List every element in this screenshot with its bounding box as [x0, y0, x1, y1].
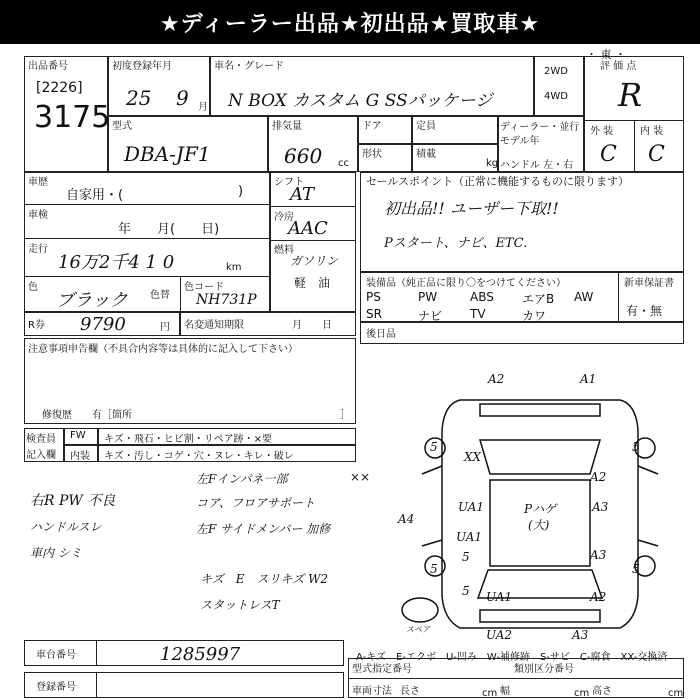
equipment-item: SR [366, 307, 382, 321]
diagram-label-roof-sub: (大) [528, 518, 550, 532]
diagram-legend: A-キズ E-エクボ U-凹み W-補修跡 S-サビ C-腐食 XX-交換済 [356, 652, 668, 663]
equipment-item: PW [418, 290, 438, 304]
diagram-label-a2-top: A2 [488, 372, 505, 386]
diagram-label-spare: スペア [406, 625, 430, 634]
equipment-item: カワ [522, 309, 547, 323]
equipment-item: エアB [522, 292, 555, 306]
equipment-item: AW [574, 290, 594, 304]
recycle-value: 9790 [80, 314, 126, 335]
diagram-label-ua1-b: UA1 [486, 590, 513, 604]
rating-value: R [618, 76, 643, 114]
equipment-item: ナビ [418, 309, 443, 323]
displacement-value: 660 [284, 144, 323, 168]
shaken-value: 年 月( 日) [118, 222, 220, 237]
car-name-label: 車名・グレード [214, 61, 284, 72]
lot-label: 出品番号 [28, 61, 68, 72]
first-reg-label: 初度登録年月 [112, 61, 172, 72]
equipment-item: TV [470, 307, 486, 321]
diagram-label-a1-top: A1 [580, 372, 597, 386]
corner-marks: ・ 東 ・ [586, 48, 626, 61]
diagram-label-ua1-mid: UA1 [456, 530, 483, 544]
shift-value: AT [290, 184, 315, 205]
diagram-label-five-r1: 5 [632, 440, 640, 454]
diagram-label-a3-b: A3 [572, 628, 589, 642]
color-value: ブラック [56, 290, 128, 311]
first-reg-year: 25 [126, 86, 152, 110]
diagram-label-a4: A4 [398, 512, 415, 526]
car-name: N BOX カスタム G SSパッケージ [228, 91, 493, 111]
diagram-label-five-l2: 5 [462, 550, 470, 564]
diagram-label-a2-b: A2 [590, 590, 607, 604]
notes-label: 注意事項申告欄（不具合内容等は具体的に記入して下さい） [28, 344, 298, 355]
usage-value: 自家用・( [66, 188, 124, 203]
banner: ★ディーラー出品★初出品★買取車★ [0, 0, 700, 44]
diagram-label-five-l3: 5 [430, 562, 438, 576]
rating-label: 評 価 点 [600, 61, 637, 72]
color-code: NH731P [196, 292, 257, 308]
fuel-value: ガソリン [290, 254, 339, 268]
equipment-item: ABS [470, 290, 494, 304]
diagram-label-five-b: 5 [462, 584, 470, 598]
diagram-label-xx: XX [464, 450, 482, 464]
diagram-label-five-r2: 5 [632, 562, 640, 576]
lot-number: 3175 [34, 100, 111, 135]
selling-points-label: セールスポイント（正常に機能するものに限ります） [366, 175, 630, 188]
lot-sub: [2226] [36, 80, 83, 96]
diagram-label-ua1-l: UA1 [458, 500, 485, 514]
diagram-label-a2-r1: A2 [590, 470, 607, 484]
diagram-label-five-l1: 5 [430, 440, 438, 454]
diagram-label-a3-r2: A3 [590, 548, 607, 562]
selling-point-1: 初出品!! ユーザー下取!! [384, 199, 559, 218]
model-value: DBA-JF1 [124, 142, 211, 166]
equipment-item: PS [366, 290, 381, 304]
selling-point-2: Pスタート、ナビ、ETC. [384, 236, 528, 251]
ac-value: AAC [288, 218, 328, 239]
equipment-label: 装備品（純正品に限り〇をつけてください） [366, 278, 566, 289]
chassis-number: 1285997 [160, 644, 241, 665]
diagram-label-ua2: UA2 [486, 628, 513, 642]
first-reg-month: 9 [176, 86, 189, 110]
mileage-value: 16万2千4 1 0 [58, 252, 175, 273]
ext-score: C [600, 142, 617, 167]
diagram-label-a3-r: A3 [592, 500, 609, 514]
int-score: C [648, 142, 665, 167]
diagram-label-roof: Pハゲ [524, 502, 557, 516]
